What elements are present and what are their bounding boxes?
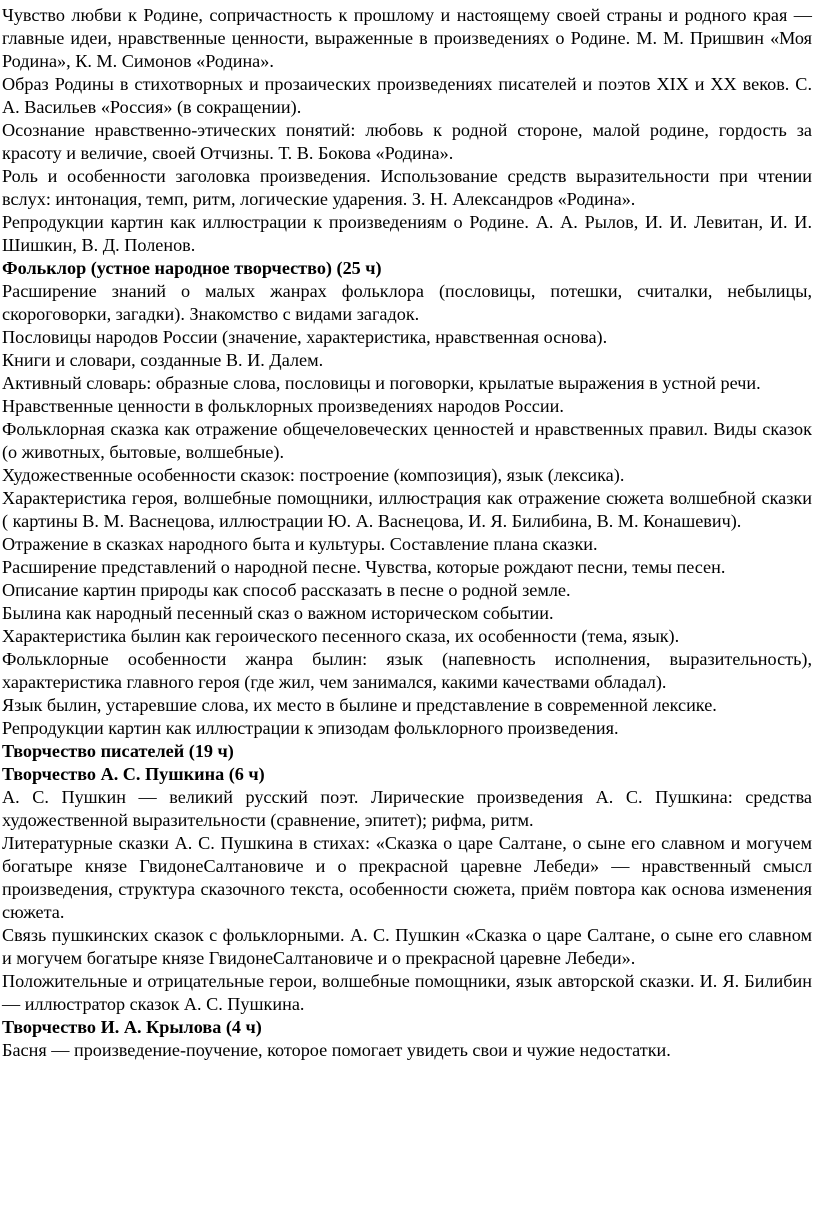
paragraph-ethical-concepts: Осознание нравственно-этических понятий: любовь к родной стороне, малой родине, гордость за красоту и величие, своей Отчизны. Т. В. Бокова «Родина». (2, 120, 812, 163)
paragraph-active-vocabulary: Активный словарь: образные слова, пословицы и поговорки, крылатые выражения в устной речи. (2, 373, 761, 393)
paragraph-pushkin-heroes: Положительные и отрицательные герои, волшебные помощники, язык авторской сказки. И. Я. Билибин — иллюстратор сказок А. С. Пушкина. (2, 971, 812, 1014)
paragraph-proverbs: Пословицы народов России (значение, характеристика, нравственная основа). (2, 327, 608, 347)
paragraph-tale-features: Художественные особенности сказок: построение (композиция), язык (лексика). (2, 465, 625, 485)
paragraph-motherland-image: Образ Родины в стихотворных и прозаических произведениях писателей и поэтов XIX и XX веков. С. А. Васильев «Россия» (в сокращении). (2, 74, 812, 117)
paragraph-bylina-characteristics: Характеристика былин как героического песенного сказа, их особенности (тема, язык). (2, 626, 680, 646)
paragraph-pushkin-tales: Литературные сказки А. С. Пушкина в стихах: «Сказка о царе Салтане, о сыне его славном и могучем богатыре князе ГвидонеСалтановиче и о прекрасной царевне Лебеди» — нравственный смысл произведения, структура сказочного текста, особенности сюжета, приём повтора как основа изменения сюжета. (2, 833, 812, 922)
paragraph-moral-values: Нравственные ценности в фольклорных произведениях народов России. (2, 396, 564, 416)
paragraph-dal-books: Книги и словари, созданные В. И. Далем. (2, 350, 324, 370)
paragraph-folk-song: Расширение представлений о народной песне. Чувства, которые рождают песни, темы песен. (2, 557, 726, 577)
paragraph-folklore-illustrations: Репродукции картин как иллюстрации к эпизодам фольклорного произведения. (2, 718, 619, 738)
paragraph-pushkin-poet: А. С. Пушкин — великий русский поэт. Лирические произведения А. С. Пушкина: средства художественной выразительности (сравнение, эпитет); рифма, ритм. (2, 787, 812, 830)
paragraph-nature-in-song: Описание картин природы как способ рассказать в песне о родной земле. (2, 580, 571, 600)
paragraph-folk-tale: Фольклорная сказка как отражение общечеловеческих ценностей и нравственных правил. Виды сказок (о животных, бытовые, волшебные). (2, 419, 812, 462)
paragraph-motherland-values: Чувство любви к Родине, сопричастность к прошлому и настоящему своей страны и родного края — главные идеи, нравственные ценности, выраженные в произведениях о Родине. М. М. Пришвин «Моя Родина», К. М. Симонов «Родина». (2, 5, 812, 71)
paragraph-pushkin-folklore-link: Связь пушкинских сказок с фольклорными. А. С. Пушкин «Сказка о царе Салтане, о сыне его славном и могучем богатыре князе ГвидонеСалтановиче и о прекрасной царевне Лебеди». (2, 925, 812, 968)
section-heading-writers: Творчество писателей (19 ч) (2, 741, 234, 761)
paragraph-bylina: Былина как народный песенный сказ о важном историческом событии. (2, 603, 554, 623)
paragraph-hero-characteristics: Характеристика героя, волшебные помощники, иллюстрация как отражение сюжета волшебной сказки ( картины В. М. Васнецова, иллюстрации Ю. А. Васнецова, И. Я. Билибина, В. М. Конашевич). (2, 488, 812, 531)
paragraph-title-role: Роль и особенности заголовка произведения. Использование средств выразительности при чтении вслух: интонация, темп, ритм, логические ударения. З. Н. Александров «Родина». (2, 166, 812, 209)
paragraph-painting-reproductions: Репродукции картин как иллюстрации к произведениям о Родине. А. А. Рылов, И. И. Левитан, И. И. Шишкин, В. Д. Поленов. (2, 212, 812, 255)
paragraph-bylina-features: Фольклорные особенности жанра былин: язык (напевность исполнения, выразительность), характеристика главного героя (где жил, чем занимался, какими качествами обладал). (2, 649, 812, 692)
section-heading-folklore: Фольклор (устное народное творчество) (25 ч) (2, 258, 382, 278)
section-heading-krylov: Творчество И. А. Крылова (4 ч) (2, 1017, 262, 1037)
paragraph-folk-life: Отражение в сказках народного быта и культуры. Составление плана сказки. (2, 534, 598, 554)
paragraph-small-genres: Расширение знаний о малых жанрах фольклора (пословицы, потешки, считалки, небылицы, скороговорки, загадки). Знакомство с видами загадок. (2, 281, 812, 324)
section-heading-pushkin: Творчество А. С. Пушкина (6 ч) (2, 764, 265, 784)
paragraph-bylina-language: Язык былин, устаревшие слова, их место в былине и представление в современной лексике. (2, 695, 717, 715)
paragraph-fable: Басня — произведение-поучение, которое помогает увидеть свои и чужие недостатки. (2, 1040, 671, 1060)
